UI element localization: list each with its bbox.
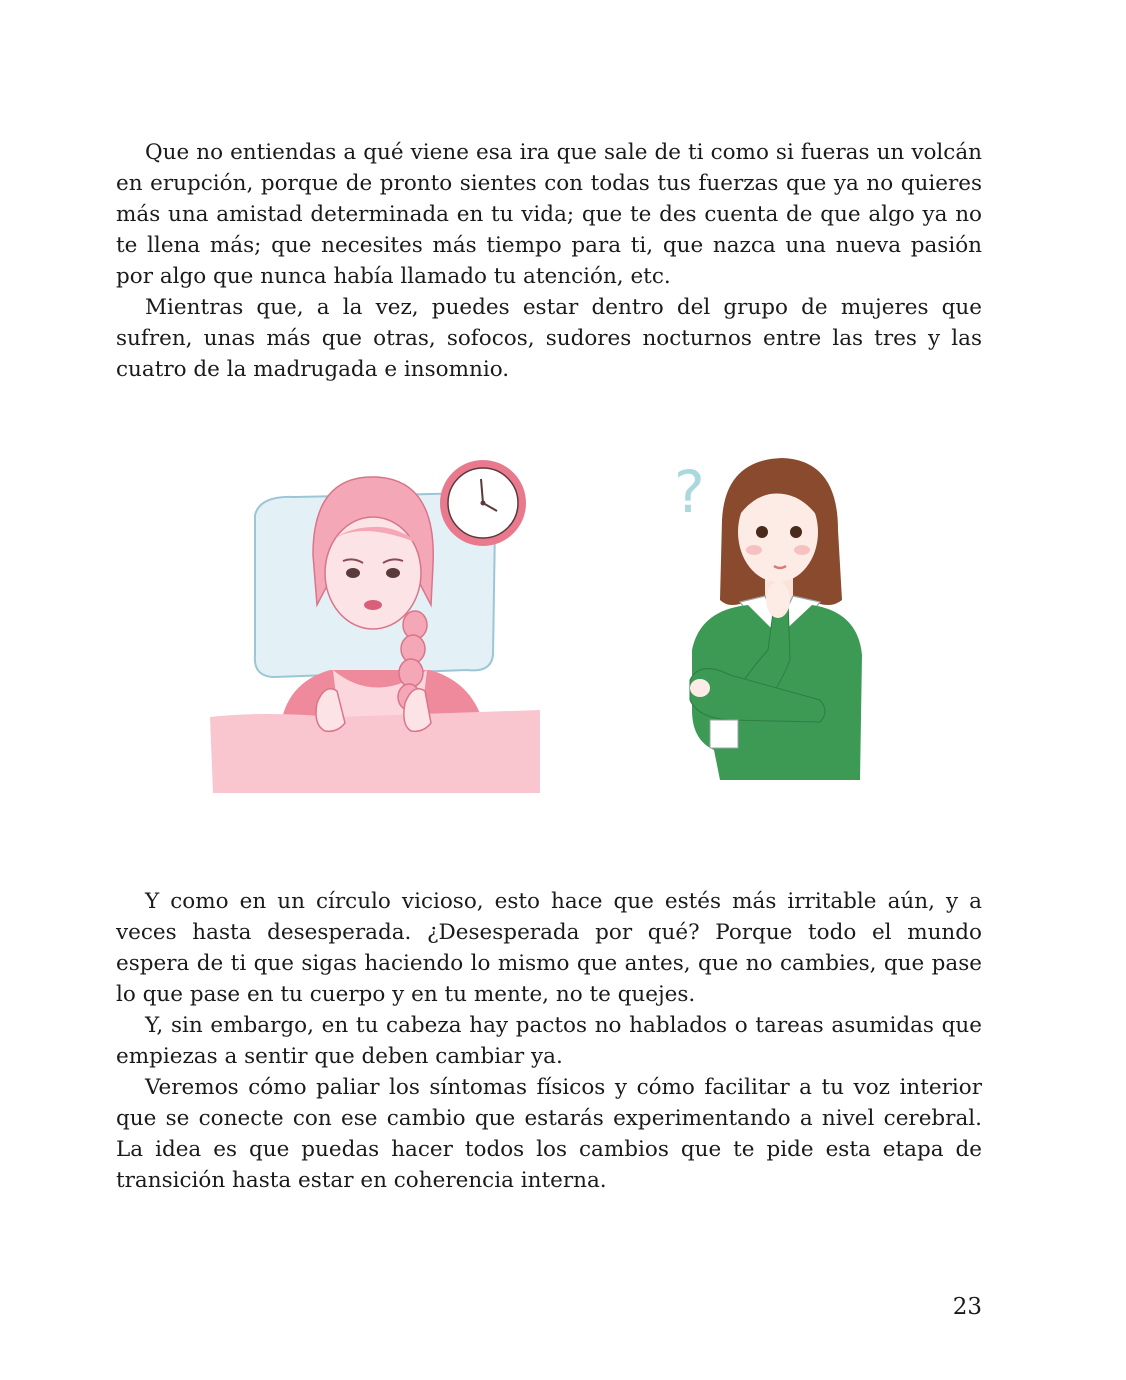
thinking-woman-illustration bbox=[670, 450, 870, 790]
text-block-top bbox=[116, 137, 982, 385]
blanket bbox=[210, 710, 540, 793]
face bbox=[325, 517, 421, 629]
paragraph: Mientras que, a la vez, puedes estar dentro del grupo de mujeres que sufren, unas más que otras, sofocos, sudores nocturnos entre las tres y las cuatro de la madrugada e insomnio. bbox=[116, 295, 982, 382]
page-number: 23 bbox=[952, 1294, 982, 1320]
clock-icon bbox=[440, 460, 526, 546]
text-block-bottom bbox=[116, 886, 982, 1196]
sleepless-woman-illustration bbox=[205, 455, 545, 800]
paragraph: Veremos cómo paliar los síntomas físicos y cómo facilitar a tu voz interior que se conecte con ese cambio que estarás experimentando a nivel cerebral. La idea es que puedas hacer todos los cambios que te pide esta etapa de transición hasta estar en coherencia interna. bbox=[116, 1075, 982, 1193]
question-mark-icon: ? bbox=[674, 458, 705, 526]
paragraph: Y como en un círculo vicioso, esto hace que estés más irritable aún, y a veces hasta desesperada. ¿Desesperada por qué? Porque todo el mundo espera de ti que sigas haciendo lo mismo que antes, que no cambies, que pase lo que pase en tu cuerpo y en tu mente, no te quejes. bbox=[116, 889, 982, 1007]
hand-on-chin bbox=[766, 582, 790, 618]
paragraph: Que no entiendas a qué viene esa ira que sale de ti como si fueras un volcán en erupción, porque de pronto sientes con todas tus fuerzas que ya no quieres más una amistad determinada en tu vida; que te des cuenta de que algo ya no te llena más; que necesites más tiempo para ti, que nazca una nueva pasión por algo que nunca había llamado tu atención, etc. bbox=[116, 140, 982, 289]
paragraph: Y, sin embargo, en tu cabeza hay pactos no hablados o tareas asumidas que empiezas a sentir que deben cambiar ya. bbox=[116, 1013, 982, 1069]
